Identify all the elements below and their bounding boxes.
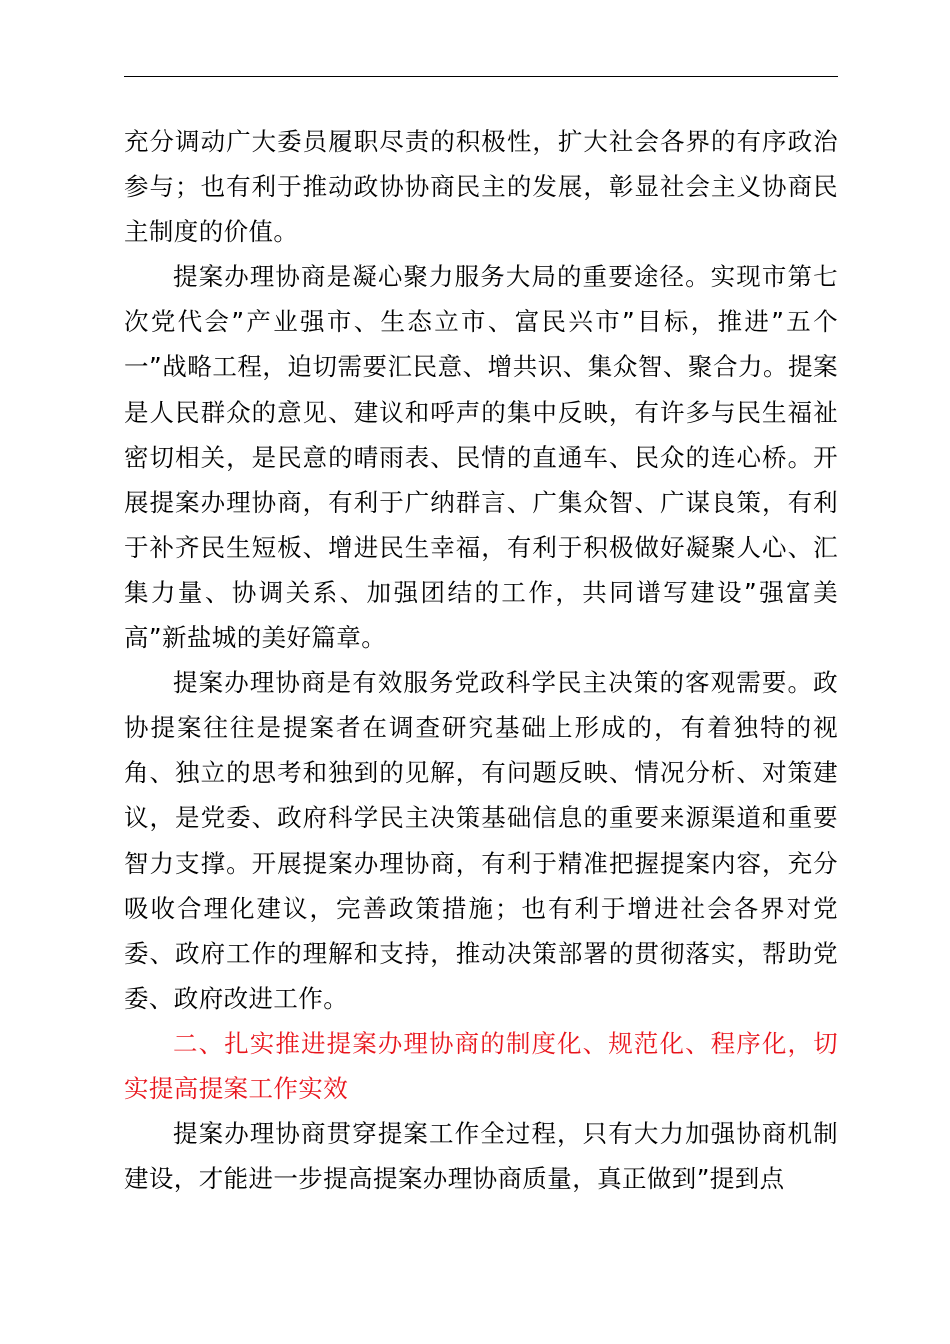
paragraph-continuation: 充分调动广大委员履职尽责的积极性，扩大社会各界的有序政治参与；也有利于推动政协协商民主的发展，彰显社会主义协商民主制度的价值。: [124, 127, 838, 247]
header-rule: [124, 76, 838, 77]
document-body: [124, 119, 838, 1201]
paragraph-proposal-unity: 提案办理协商是凝心聚力服务大局的重要途径。实现市第七次党代会”产业强市、生态立市、富民兴市”目标，推进”五个一”战略工程，迫切需要汇民意、增共识、集众智、聚合力。提案是人民群众的意见、建议和呼声的集中反映，有许多与民生福祉密切相关，是民意的晴雨表、民情的直通车、民众的连心桥。开展提案办理协商，有利于广纳群言、广集众智、广谋良策，有利于补齐民生短板、增进民生幸福，有利于积极做好凝聚人心、汇集力量、协调关系、加强团结的工作，共同谱写建设”强富美高”新盐城的美好篇章。: [124, 262, 838, 653]
paragraph-proposal-mechanism: 提案办理协商贯穿提案工作全过程，只有大力加强协商机制建设，才能进一步提高提案办理协商质量，真正做到”提到点: [124, 1119, 838, 1194]
paragraph-proposal-decision: 提案办理协商是有效服务党政科学民主决策的客观需要。政协提案往往是提案者在调查研究基础上形成的，有着独特的视角、独立的思考和独到的见解，有问题反映、情况分析、对策建议，是党委、政府科学民主决策基础信息的重要来源渠道和重要智力支撑。开展提案办理协商，有利于精准把握提案内容，充分吸收合理化建议，完善政策措施；也有利于增进社会各界对党委、政府工作的理解和支持，推动决策部署的贯彻落实，帮助党委、政府改进工作。: [124, 668, 838, 1013]
section-heading-2: 二、扎实推进提案办理协商的制度化、规范化、程序化，切实提高提案工作实效: [124, 1028, 838, 1103]
